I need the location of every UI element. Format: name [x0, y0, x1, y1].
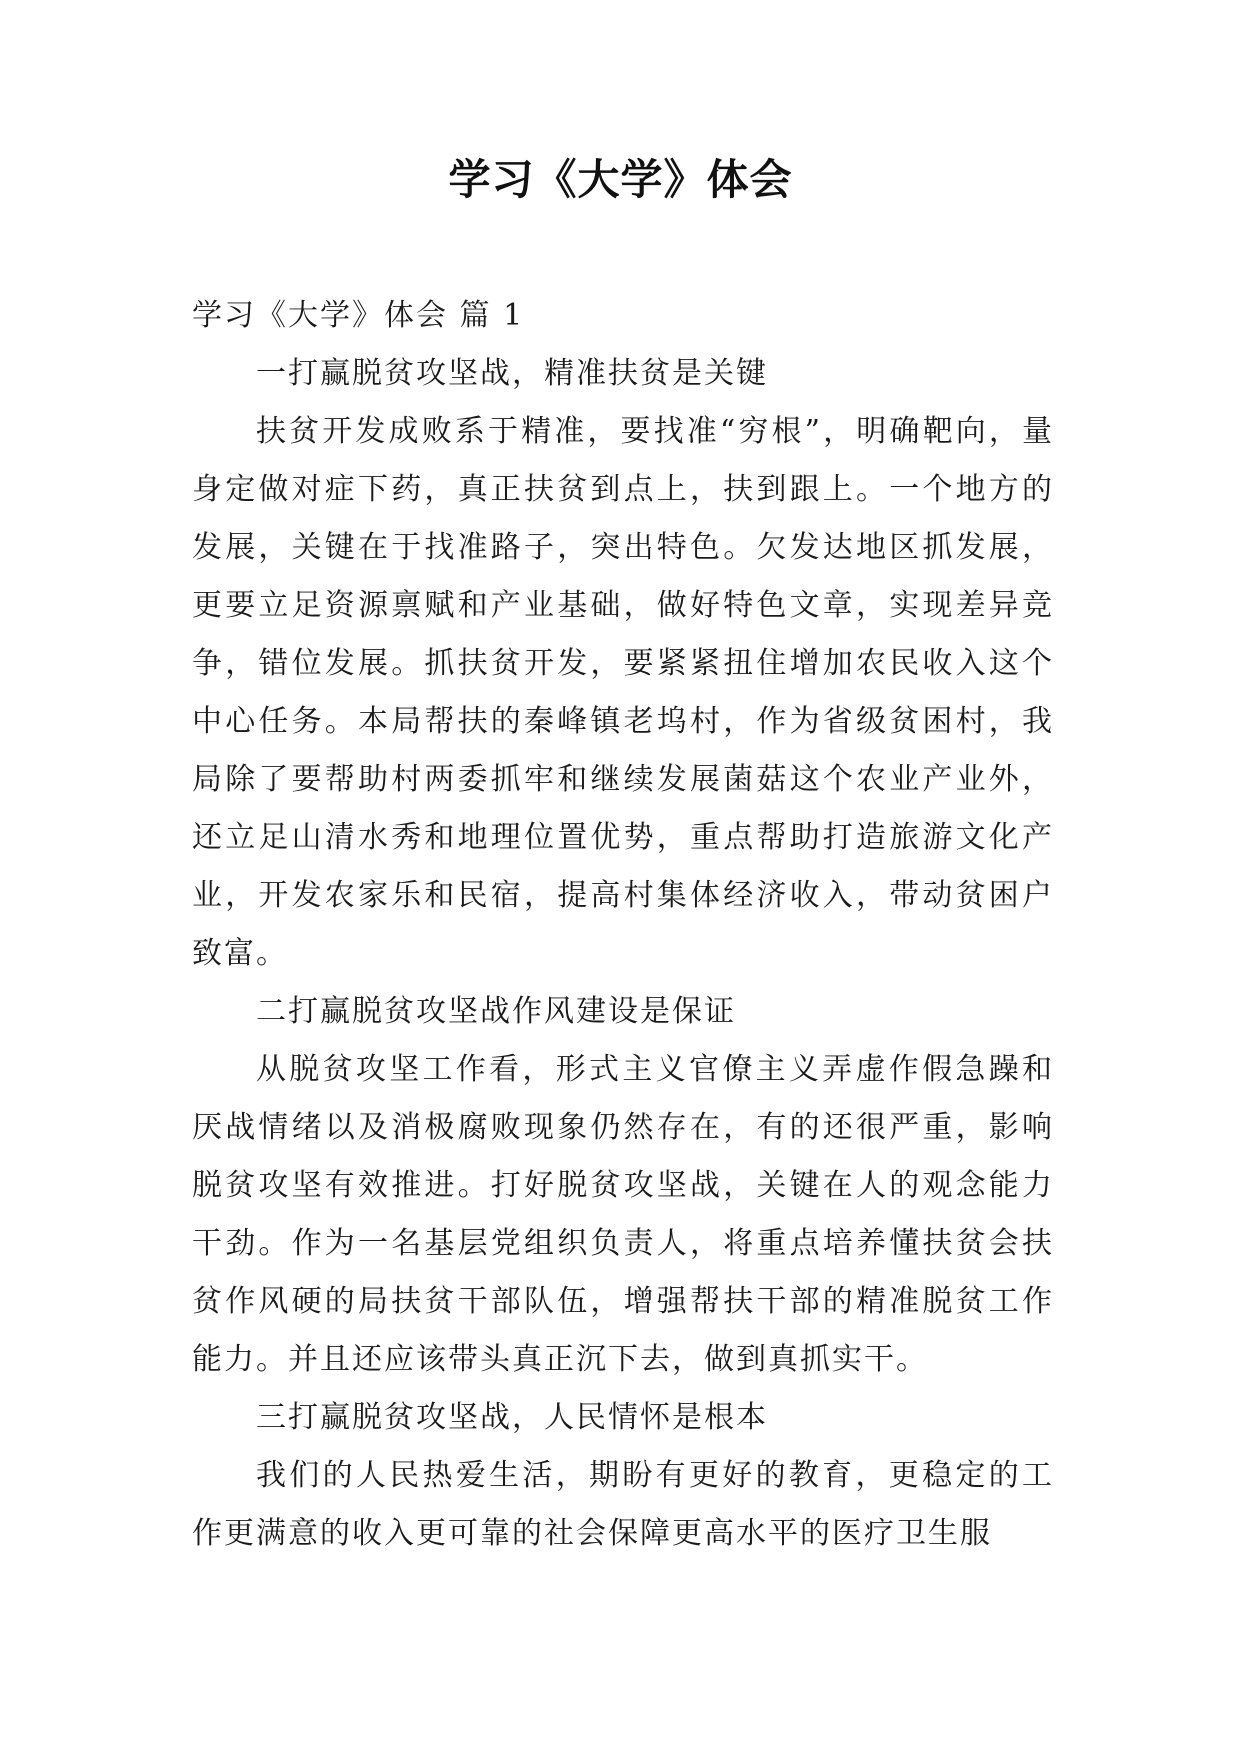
section-paragraph-3: 我们的人民热爱生活，期盼有更好的教育，更稳定的工作更满意的收入更可靠的社会保障更高水平的医疗卫生服: [192, 1458, 1054, 1551]
section-heading-1: 一打赢脱贫攻坚战，精准扶贫是关键: [256, 356, 768, 391]
section-paragraph-2: 从脱贫攻坚工作看，形式主义官僚主义弄虚作假急躁和厌战情绪以及消极腐败现象仍然存在，有的还很严重，影响脱贫攻坚有效推进。打好脱贫攻坚战，关键在人的观念能力干劲。作为一名基层党组织负责人，将重点培养懂扶贫会扶贫作风硬的局扶贫干部队伍，增强帮扶干部的精准脱贫工作能力。并且还应该带头真正沉下去，做到真抓实干。: [192, 1052, 1054, 1377]
part-heading: 学习《大学》体会 篇 1: [192, 298, 525, 333]
section-paragraph-1: 扶贫开发成败系于精准，要找准“穷根”，明确靶向，量身定做对症下药，真正扶贫到点上，扶到跟上。一个地方的发展，关键在于找准路子，突出特色。欠发达地区抓发展，更要立足资源禀赋和产业基础，做好特色文章，实现差异竞争，错位发展。抓扶贫开发，要紧紧扭住增加农民收入这个中心任务。本局帮扶的秦峰镇老坞村，作为省级贫困村，我局除了要帮助村两委抓牢和继续发展菌菇这个农业产业外，还立足山清水秀和地理位置优势，重点帮助打造旅游文化产业，开发农家乐和民宿，提高村集体经济收入，带动贫困户致富。: [192, 414, 1054, 971]
section-heading-2: 二打赢脱贫攻坚战作风建设是保证: [256, 994, 736, 1029]
document-body: [192, 287, 1054, 1563]
document-title: 学习《大学》体会: [448, 155, 793, 204]
section-heading-3: 三打赢脱贫攻坚战，人民情怀是根本: [256, 1400, 768, 1435]
